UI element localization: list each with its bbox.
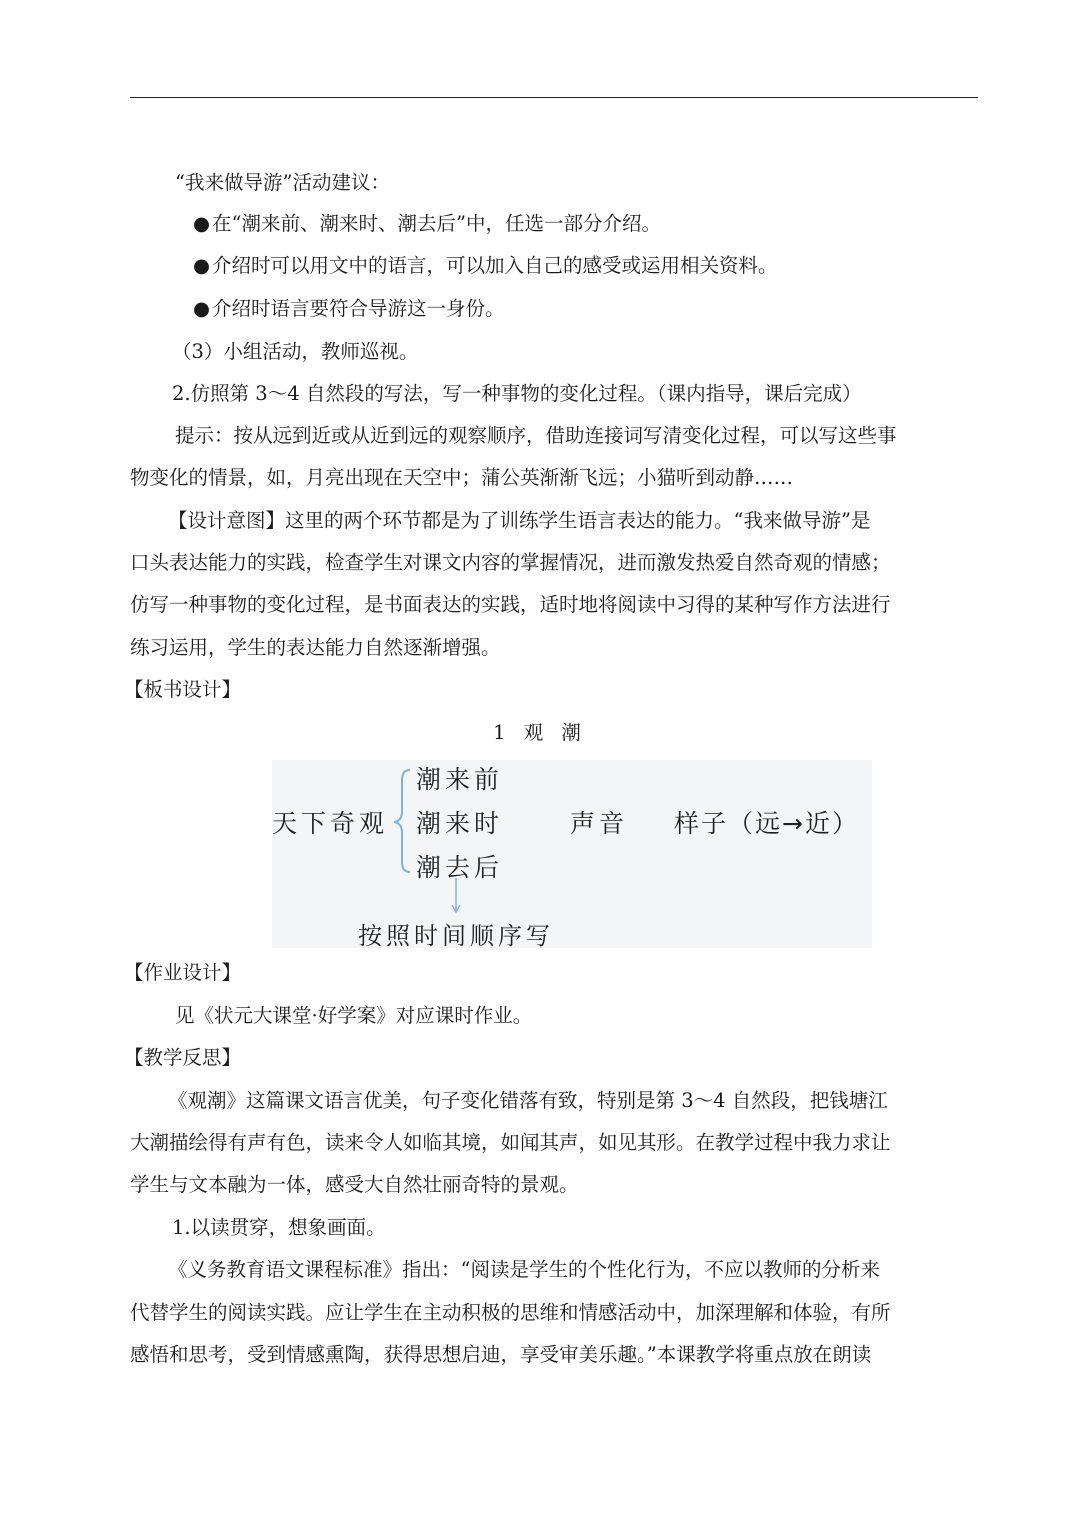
design-intent-line-2: 口头表达能力的实践，检查学生对课文内容的掌握情况，进而激发热爱自然奇观的情感； [130,551,891,574]
bullet-icon: ● [193,212,211,235]
reflection-para1-line-1: 《观潮》这篇课文语言优美，句子变化错落有致，特别是第 3～4 自然段，把钱塘江 [168,1089,888,1112]
task2-hint-line-2: 物变化的情景，如，月亮出现在天空中；蒲公英渐渐飞远；小猫听到动静…… [130,466,794,489]
activity-bullet-2: ● 介绍时可以用文中的语言，可以加入自己的感受或运用相关资料。 [193,254,778,277]
board-sound: 声音 [570,809,629,838]
header-rule [130,97,978,98]
board-shape: 样子（远→近） [674,809,859,838]
bullet-icon: ● [193,254,211,277]
activity-bullet-3: ● 介绍时语言要符合导游这一身份。 [193,297,505,320]
reflection-para1-line-2: 大潮描绘得有声有色，读来令人如临其境，如闻其声，如见其形。在教学过程中我力求让 [130,1131,891,1154]
brace-icon [390,766,416,876]
board-title: 1 观 潮 [493,721,587,744]
down-arrow-icon [450,878,462,914]
bullet-icon: ● [193,297,211,320]
reflection-heading: 【教学反思】 [124,1046,242,1069]
design-intent-line-1: 【设计意图】这里的两个环节都是为了训练学生语言表达的能力。“我来做导游”是 [168,509,871,532]
reflection-para2-line-3: 感悟和思考，受到情感熏陶，获得思想启迪，享受审美乐趣。”本课教学将重点放在朗读 [130,1343,872,1366]
board-heading: 【板书设计】 [124,678,242,701]
design-intent-line-3: 仿写一种事物的变化过程，是书面表达的实践，适时地将阅读中习得的某种写作方法进行 [130,593,891,616]
reflection-para2-line-2: 代替学生的阅读实践。应让学生在主动积极的思维和情感活动中，加深理解和体验，有所 [130,1301,891,1324]
board-bottom-note: 按照时间顺序写 [358,922,554,950]
activity-step3: （3）小组活动，教师巡视。 [172,340,419,363]
task2-hint-line-1: 提示：按从远到近或从近到远的观察顺序，借助连接词写清变化过程，可以写这些事 [175,424,897,447]
activity-bullet-1: ● 在“潮来前、潮来时、潮去后”中，任选一部分介绍。 [193,212,661,235]
activity-heading: “我来做导游”活动建议： [175,171,390,194]
stage-during: 潮来时 [416,809,504,838]
task2-title: 2.仿照第 3～4 自然段的写法，写一种事物的变化过程。（课内指导，课后完成） [172,382,862,405]
homework-heading: 【作业设计】 [124,961,242,984]
stage-before: 潮来前 [416,765,504,794]
reflection-para2-line-1: 《义务教育语文课程标准》指出：“阅读是学生的个性化行为，不应以教师的分析来 [168,1258,880,1281]
board-diagram [272,760,872,948]
board-main-topic: 天下奇观 [272,809,389,838]
reflection-para1-line-3: 学生与文本融为一体，感受大自然壮丽奇特的景观。 [130,1173,579,1196]
reflection-point1: 1.以读贯穿，想象画面。 [172,1216,386,1239]
homework-text: 见《状元大课堂·好学案》对应课时作业。 [175,1004,533,1027]
stage-after: 潮去后 [416,853,504,882]
design-intent-line-4: 练习运用，学生的表达能力自然逐渐增强。 [130,636,501,659]
